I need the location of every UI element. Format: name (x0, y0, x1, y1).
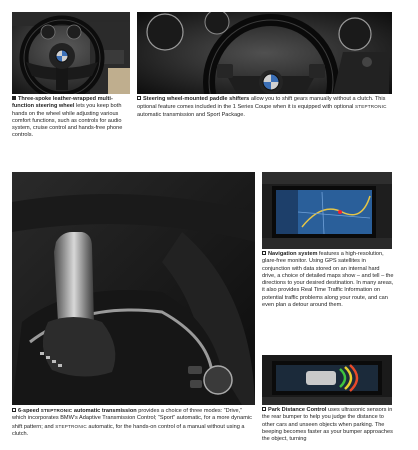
transmission-body-1: provides a choice of three modes: “Drive,” which incorporates BMW’s Adaptive Transmission Control; “Sport” automatic, for a more dynamic shift pattern; and (12, 408, 252, 430)
transmission-title-steptronic: STEPTRONIC (40, 408, 73, 413)
paddle-shifters-title: Steering wheel-mounted paddle shifters (143, 96, 250, 102)
transmission-title-1: 6-speed (18, 408, 41, 414)
navigation-photo (262, 172, 392, 249)
bullet-square-icon (262, 407, 266, 411)
transmission-caption (12, 407, 256, 438)
bullet-square-icon (12, 408, 16, 412)
navigation-caption (262, 251, 394, 309)
steering-wheel-body: lets you keep both hands on the wheel while adjusting various comfort functions, such as controls for audio system, cruise control and hands-free phone controls. (12, 103, 123, 139)
paddle-shifters-body-1: allow you to shift gears manually without a clutch. This optional feature comes included in the 1 Series Coupe when it is equipped with optional (137, 96, 386, 111)
park-distance-body: uses ultrasonic sensors in the rear bumper to help you judge the distance to other cars and unseen objects when parking. The beeping becomes faster as your bumper approaches the object, turning (262, 407, 393, 443)
navigation-image (262, 172, 392, 249)
bullet-square-icon (12, 96, 16, 100)
gear-shifter-photo (12, 172, 255, 405)
navigation-title: Navigation system (268, 251, 318, 257)
paddle-shifters-caption (137, 96, 397, 119)
park-distance-photo (262, 355, 392, 405)
paddle-shifters-image (137, 12, 392, 94)
steering-wheel-photo (12, 12, 130, 94)
bullet-square-icon (262, 251, 266, 255)
paddle-shifters-steptronic: STEPTRONIC (354, 104, 387, 110)
paddle-shifters-photo (137, 12, 392, 94)
paddle-shifters-body-2: automatic transmission and Sport Package. (137, 111, 245, 118)
park-distance-image (262, 355, 392, 405)
park-distance-caption (262, 407, 394, 443)
bullet-square-icon (137, 96, 141, 100)
steering-wheel-title: Three-spoke leather-wrapped multi-function steering wheel (12, 96, 113, 110)
transmission-title-2: automatic transmission (72, 408, 137, 414)
gear-shifter-image (12, 172, 255, 405)
park-distance-title: Park Distance Control (268, 407, 327, 413)
steering-wheel-image (12, 12, 130, 94)
transmission-body-steptronic: STEPTRONIC (55, 423, 87, 429)
navigation-body: features a high-resolution, glare-free monitor. Using GPS satellites in conjunction with data stored on an internal hard drive, a choice of detailed maps show – and tell – the directions to your desired destination. In many areas, it also provides Real Time Traffic Information on potential traffic problems along your route, and can even plan a detour around them. (262, 251, 394, 309)
transmission-body-2: automatic, for the hands-on control of a manual without using a clutch. (12, 423, 245, 437)
steering-wheel-caption (12, 96, 130, 140)
